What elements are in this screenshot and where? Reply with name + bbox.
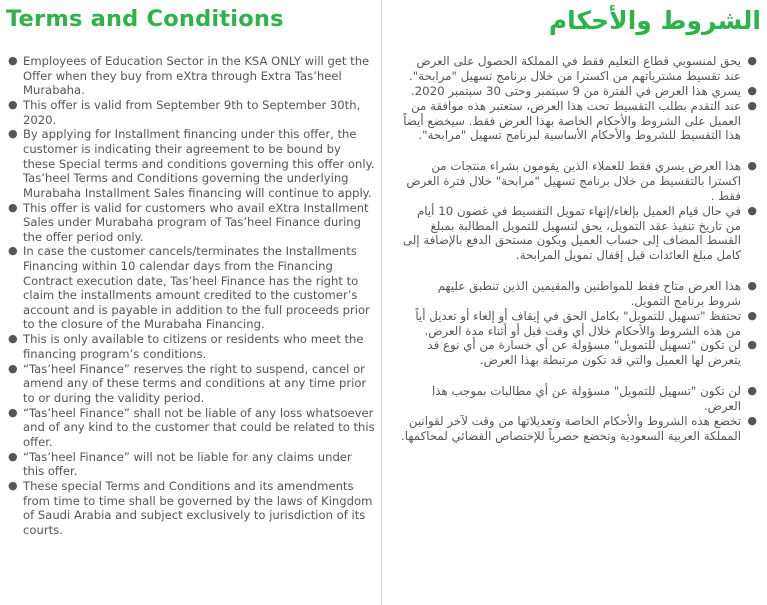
bullet-icon: ●: [747, 413, 757, 427]
list-item-text: This is only available to citizens or residents who meet the financing program’s conditions.: [23, 332, 364, 361]
list-item-text: Employees of Education Sector in the KSA ONLY will get the Offer when they buy from eXtra through Extra Tas’heel Murabaha.: [23, 54, 370, 98]
list-item-text: “Tas’heel Finance” will not be liable for any claims under this offer.: [23, 449, 352, 479]
list-item: [0, 201, 381, 245]
list-item: [385, 54, 767, 84]
english-terms-list: [0, 54, 381, 537]
list-item-text: تخضع هذه الشروط والأحكام الخاصة وتعديلاتها من وقت لآخر لقوانين المملكة العربية السعودية وتخضع حصرياً للإختصاص القضائي لمحاكمها.: [401, 413, 741, 443]
list-item-text: في حال قيام العميل بإلغاء/إنهاء تمويل التقسيط في غضون 10 أيام من تاريخ تنفيذ عقد التمويل، يحق لتسهيل للتمويل المطالبة بمبلغ القسط المضاف إلى حساب العميل ويكون مستحق الدفع بالإضافة إلى كامل مبلغ العائدات قبل إقفال تمويل المرابحة.: [402, 203, 741, 263]
list-item: [385, 99, 767, 143]
bullet-icon: ●: [8, 405, 18, 419]
bullet-icon: ●: [747, 98, 757, 112]
list-item-text: “Tas’heel Finance” reserves the right to suspend, cancel or amend any of these terms and conditions at any time prior to or during the validity period.: [23, 361, 367, 405]
list-item: [385, 309, 767, 339]
list-item: [0, 406, 381, 450]
bullet-icon: ●: [8, 200, 18, 214]
list-item-text: يسري هذا العرض في الفترة من 9 سبتمبر وحتى 30 سبتمبر 2020.: [410, 83, 741, 98]
bullet-icon: ●: [747, 203, 757, 217]
list-item: [0, 362, 381, 406]
list-item-text: عند التقدم بطلب التقسيط تحت هذا العرض، ستعتبر هذه موافقة من العميل على الشروط والأحكام الخاصة بهذا العرض فقط. سيخضع أيضاً هذا التقسيط للشروط والأحكام الأساسية لبرنامج تسهيل "مرابحة".: [403, 98, 741, 143]
bullet-icon: ●: [8, 332, 18, 346]
bullet-icon: ●: [747, 384, 757, 398]
bullet-icon: ●: [8, 361, 18, 375]
list-item: [0, 479, 381, 537]
bullet-icon: ●: [747, 159, 757, 173]
bullet-icon: ●: [747, 308, 757, 322]
list-item-text: “Tas’heel Finance” shall not be liable of any loss whatsoever and of any kind to the customer that could be related to this offer.: [23, 405, 375, 449]
arabic-column: [385, 0, 767, 605]
bullet-icon: ●: [8, 478, 18, 492]
list-item: [0, 332, 381, 361]
list-item-text: تحتفظ "تسهيل للتمويل" بكامل الحق في إيقاف أو إلغاء أو تعديل أياً من هذه الشروط والأحكام خلال أي وقت قبل أو أثناء مدة العرض.: [415, 308, 741, 338]
arabic-title: الشروط والأحكام: [548, 6, 761, 35]
list-item-text: يحق لمنسوبي قطاع التعليم فقط في المملكة الحصول على العرض عند تقسيط مشترياتهم من اكسترا من خلال برنامج تسهيل "مرابحة".: [409, 54, 741, 83]
list-item: [385, 414, 767, 444]
list-item: [0, 450, 381, 479]
list-item-text: This offer is valid for customers who avail eXtra Installment Sales under Murabaha program of Tas’heel Finance during the offer period only.: [23, 200, 369, 244]
list-item: [385, 279, 767, 309]
list-item: [385, 84, 767, 99]
list-item-text: This offer is valid from September 9th to September 30th, 2020.: [23, 97, 361, 127]
english-column: [0, 0, 381, 605]
bullet-icon: ●: [747, 278, 757, 292]
list-item-text: هذا العرض يسري فقط للعملاء الذين يقومون بشراء منتجات من اكسترا بالتقسيط من خلال برنامج تسهيل "مرابحة" خلال فترة العرض فقط .: [406, 159, 741, 203]
english-title: Terms and Conditions: [6, 6, 284, 32]
bullet-icon: ●: [747, 338, 757, 352]
list-item-text: These special Terms and Conditions and its amendments from time to time shall be governed by the laws of Kingdom of Saudi Arabia and subject exclusively to jurisdiction of its courts.: [23, 478, 373, 537]
bullet-icon: ●: [8, 97, 18, 111]
list-item-text: By applying for Installment financing under this offer, the customer is indicating their agreement to be bound by these Special terms and conditions governing this offer only. Tas’heel Terms and Conditions governing the underlying Murabaha Installment Sales financing will continue to apply.: [23, 127, 375, 200]
list-item-text: هذا العرض متاح فقط للمواطنين والمقيمين الذين تنطبق عليهم شروط برنامج التمويل.: [437, 278, 741, 308]
column-divider: [381, 0, 382, 605]
bullet-icon: ●: [8, 449, 18, 463]
bullet-icon: ●: [8, 244, 18, 258]
bullet-icon: ●: [747, 83, 757, 97]
bullet-icon: ●: [747, 54, 757, 67]
list-item: [385, 384, 767, 414]
bullet-icon: ●: [8, 54, 18, 67]
list-item: [0, 127, 381, 200]
list-item: [385, 204, 767, 263]
list-item-text: In case the customer cancels/terminates the Installments Financing within 10 calendar days from the Financing Contract execution date, Tas’heel Finance has the right to claim the installments amount credited to the customer’s account and is payable in addition to the full proceeds prior to the closure of the Murabaha Financing.: [23, 244, 370, 332]
bullet-icon: ●: [8, 127, 18, 141]
list-item: [0, 244, 381, 332]
list-item: [385, 338, 767, 368]
list-item-text: لن تكون "تسهيل للتمويل" مسؤولة عن أي مطالبات بموجب هذا العرض.: [432, 384, 741, 413]
list-item: [0, 54, 381, 98]
list-item-text: لن تكون "تسهيل للتمويل" مسؤولة عن أي خسارة من أي نوع قد يتعرض لها العميل والتي قد تكون مرتبطة بهذا العرض.: [427, 338, 741, 368]
list-item: [0, 98, 381, 127]
list-item: [385, 159, 767, 203]
arabic-terms-list: [385, 54, 767, 444]
